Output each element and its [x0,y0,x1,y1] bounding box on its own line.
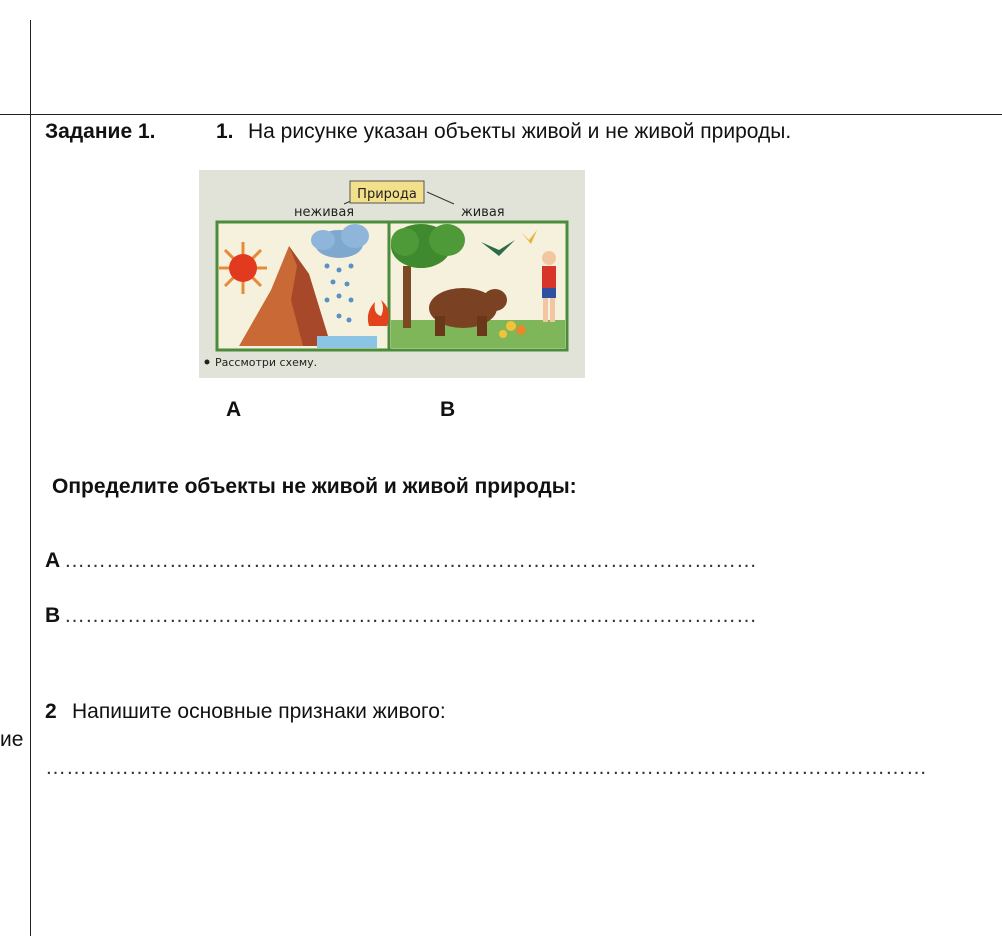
question-2-number: 2 [45,700,57,723]
task-label: Задание 1. [45,120,156,143]
non-living-label: неживая [294,205,355,220]
question-2-text: Напишите основные признаки живого: [72,700,446,723]
question-2-answer-line[interactable]: ……………………………………………………………………………………………………………… [45,756,927,779]
image-label-b: В [440,398,456,421]
sun-icon [219,242,267,294]
top-rule-line [0,114,1002,115]
scheme-caption: Рассмотри схему. [215,356,318,369]
answer-b-line[interactable]: ……………………………………………………………………………………… [64,604,757,627]
question-1-text: На рисунке указан объекты живой и не живой природы. [248,120,792,143]
image-label-a: А [226,398,242,421]
answer-b-letter: В [45,604,61,627]
living-label: живая [461,205,505,220]
answer-a-line[interactable]: ……………………………………………………………………………………… [64,549,757,572]
question-1-number: 1. [216,120,234,143]
nature-scheme-image [199,170,585,378]
scheme-title: Природа [357,187,417,202]
margin-text-fragment: ие [0,728,24,751]
instruction-text: Определите объекты не живой и живой природы: [52,475,577,498]
answer-a-letter: А [45,549,61,572]
water-icon [317,336,377,348]
left-margin-line [30,20,31,936]
